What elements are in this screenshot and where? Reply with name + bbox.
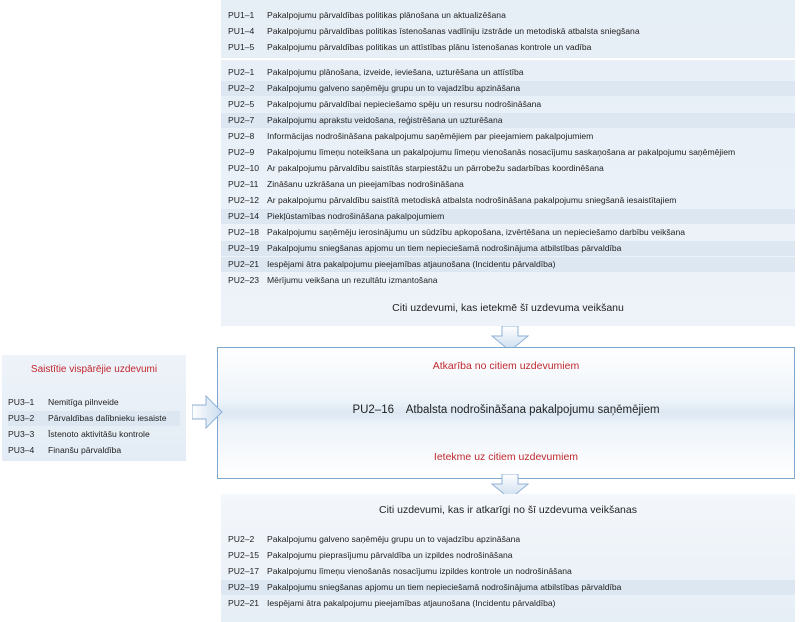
task-text: Mērījumu veikšana un rezultātu izmantošana bbox=[267, 275, 438, 285]
task-row bbox=[221, 596, 795, 611]
task-code: PU2–7 bbox=[228, 115, 255, 125]
task-row bbox=[221, 225, 795, 240]
general-tasks-panel bbox=[2, 355, 186, 461]
general-task-text: Finanšu pārvaldība bbox=[48, 445, 122, 455]
task-code: PU2–14 bbox=[228, 211, 260, 221]
general-tasks-title: Saistītie vispārējie uzdevumi bbox=[30, 364, 158, 375]
influencing-tasks-caption: Citi uzdevumi, kas ietekmē šī uzdevuma veikšanu bbox=[392, 302, 624, 314]
general-task-text: Īstenoto aktivitāšu kontrole bbox=[48, 429, 150, 439]
task-text: Pakalpojumu plānošana, izveide, ieviešana, uzturēšana un attīstība bbox=[267, 67, 524, 77]
task-row bbox=[221, 81, 795, 96]
group-separator bbox=[221, 58, 795, 60]
main-task-box bbox=[217, 347, 795, 479]
main-task-title bbox=[218, 404, 794, 416]
task-code: PU1–4 bbox=[228, 26, 255, 36]
task-text: Pakalpojumu pārvaldības politikas plānošana un aktualizēšana bbox=[267, 10, 506, 20]
influence-label: Ietekme uz citiem uzdevumiem bbox=[433, 451, 579, 463]
task-row bbox=[221, 273, 795, 288]
task-code: PU2–12 bbox=[228, 195, 260, 205]
task-code: PU2–17 bbox=[228, 566, 260, 576]
general-task-item bbox=[8, 443, 180, 458]
task-row bbox=[221, 548, 795, 563]
general-task-item bbox=[8, 395, 180, 410]
task-row bbox=[221, 209, 795, 224]
task-code: PU2–19 bbox=[228, 582, 260, 592]
task-code: PU2–21 bbox=[228, 598, 260, 608]
task-row bbox=[221, 177, 795, 192]
task-row bbox=[221, 65, 795, 80]
task-row bbox=[221, 145, 795, 160]
dependent-tasks-panel bbox=[221, 494, 795, 622]
task-text: Pakalpojumu galveno saņēmēju grupu un to vajadzību apzināšana bbox=[267, 534, 521, 544]
general-task-code: PU3–4 bbox=[8, 445, 35, 455]
general-task-code: PU3–2 bbox=[8, 413, 35, 423]
task-row bbox=[221, 40, 795, 55]
task-code: PU2–8 bbox=[228, 131, 255, 141]
general-task-code: PU3–3 bbox=[8, 429, 35, 439]
general-task-item bbox=[8, 411, 180, 426]
right-arrow-icon bbox=[192, 395, 224, 429]
task-text: Pakalpojumu pārvaldības politikas īstenošanas vadlīniju izstrāde un metodiskā atbalsta sniegšana bbox=[267, 26, 640, 36]
task-text: Informācijas nodrošināšana pakalpojumu saņēmējiem par pieejamiem pakalpojumiem bbox=[267, 131, 594, 141]
task-text: Ar pakalpojumu pārvaldību saistītā metodiskā atbalsta nodrošināšana pakalpojumu sniegšanā iesaistītajiem bbox=[267, 195, 677, 205]
task-text: Ar pakalpojumu pārvaldību saistītās starpiestāžu un pārrobežu sadarbības koordinēšana bbox=[267, 163, 604, 173]
task-code: PU1–1 bbox=[228, 10, 255, 20]
general-task-text: Pārvaldības dalībnieku iesaiste bbox=[48, 413, 167, 423]
dependent-tasks-caption: Citi uzdevumi, kas ir atkarīgi no šī uzdevuma veikšanas bbox=[379, 504, 637, 516]
task-code: PU2–18 bbox=[228, 227, 260, 237]
influencing-tasks-panel bbox=[221, 0, 795, 326]
task-row bbox=[221, 532, 795, 547]
task-text: Iespējami ātra pakalpojumu pieejamības atjaunošana (Incidentu pārvaldība) bbox=[267, 598, 556, 608]
general-task-code: PU3–1 bbox=[8, 397, 35, 407]
task-text: Pakalpojumu pārvaldības politikas un attīstības plānu īstenošanas kontrole un vadība bbox=[267, 42, 592, 52]
task-row bbox=[221, 193, 795, 208]
task-code: PU2–1 bbox=[228, 67, 255, 77]
task-code: PU2–19 bbox=[228, 243, 260, 253]
task-text: Pakalpojumu pieprasījumu pārvaldība un izpildes nodrošināšana bbox=[267, 550, 513, 560]
main-task-text: Atbalsta nodrošināšana pakalpojumu saņēmējiem bbox=[405, 404, 660, 416]
task-text: Pakalpojumu galveno saņēmēju grupu un to vajadzību apzināšana bbox=[267, 83, 521, 93]
task-row bbox=[221, 580, 795, 595]
task-row bbox=[221, 564, 795, 579]
task-code: PU2–15 bbox=[228, 550, 260, 560]
task-code: PU2–23 bbox=[228, 275, 260, 285]
task-text: Pakalpojumu sniegšanas apjomu un tiem nepieciešamā nodrošinājuma atbilstības pārvaldība bbox=[267, 243, 622, 253]
dependency-label: Atkarība no citiem uzdevumiem bbox=[432, 360, 580, 372]
task-code: PU2–9 bbox=[228, 147, 255, 157]
task-code: PU2–11 bbox=[228, 179, 259, 189]
task-code: PU2–2 bbox=[228, 83, 255, 93]
task-text: Pakalpojumu saņēmēju ierosinājumu un sūdzību apkopošana, izvērtēšana un nepieciešamo darbību veikšana bbox=[267, 227, 686, 237]
task-code: PU2–10 bbox=[228, 163, 260, 173]
task-code: PU2–5 bbox=[228, 99, 255, 109]
task-text: Iespējami ātra pakalpojumu pieejamības atjaunošana (Incidentu pārvaldība) bbox=[267, 259, 556, 269]
main-task-code: PU2–16 bbox=[352, 404, 394, 416]
general-task-item bbox=[8, 427, 180, 442]
task-text: Pakalpojumu pārvaldībai nepieciešamo spēju un resursu nodrošināšana bbox=[267, 99, 542, 109]
task-row bbox=[221, 8, 795, 23]
task-code: PU2–2 bbox=[228, 534, 255, 544]
task-text: Pakalpojumu līmeņu vienošanās nosacījumu izpildes kontrole un nodrošināšana bbox=[267, 566, 572, 576]
task-row bbox=[221, 241, 795, 256]
task-row bbox=[221, 113, 795, 128]
task-row bbox=[221, 24, 795, 39]
task-text: Pakalpojumu līmeņu noteikšana un pakalpojumu līmeņu vienošanās nosacījumu saskaņošana ar pakalpojumu saņēmējiem bbox=[267, 147, 736, 157]
task-text: Piekļūstamības nodrošināšana pakalpojumiem bbox=[267, 211, 445, 221]
task-text: Pakalpojumu aprakstu veidošana, reģistrēšana un uzturēšana bbox=[267, 115, 503, 125]
task-text: Pakalpojumu sniegšanas apjomu un tiem nepieciešamā nodrošinājuma atbilstības pārvaldība bbox=[267, 582, 622, 592]
task-row bbox=[221, 257, 795, 272]
task-code: PU1–5 bbox=[228, 42, 255, 52]
general-task-text: Nemitīga pilnveide bbox=[48, 397, 119, 407]
task-row bbox=[221, 129, 795, 144]
task-code: PU2–21 bbox=[228, 259, 260, 269]
task-row bbox=[221, 97, 795, 112]
task-text: Zināšanu uzkrāšana un pieejamības nodrošināšana bbox=[267, 179, 464, 189]
task-row bbox=[221, 161, 795, 176]
